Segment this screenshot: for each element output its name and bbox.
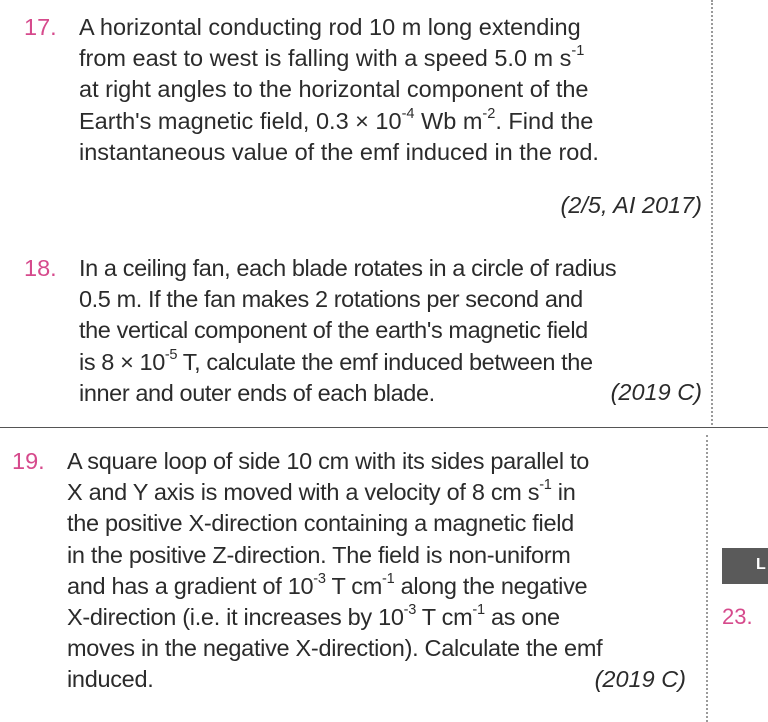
section-tab-letter: L xyxy=(756,556,766,573)
text-line: A square loop of side 10 cm with its sides parallel to xyxy=(67,448,589,474)
text-line: X-direction (i.e. it increases by $10^{-3}$ T $cm^{-1}$ as one xyxy=(67,602,560,631)
divider-line xyxy=(0,427,712,428)
column-rule xyxy=(706,435,708,722)
text-line: and has a gradient of $10^{-3}$ T $cm^{-1}$ along the negative xyxy=(67,570,588,599)
text-line: induced. xyxy=(67,666,154,693)
section-tab xyxy=(722,548,768,584)
column-rule xyxy=(711,0,713,425)
question-text xyxy=(79,253,616,409)
text-line: inner and outer ends of each blade. xyxy=(79,379,435,406)
text-line: the vertical component of the earth's magnetic field xyxy=(79,317,588,344)
question-number: 19. xyxy=(12,448,45,474)
text-line: moves in the negative X-direction). Calculate the emf xyxy=(67,635,603,662)
text-line: Earth's magnetic field, $0.3 \times 10^{-4}$ Wb $m^{-2}$. Find the xyxy=(79,105,594,134)
question-source: (2019 C) xyxy=(594,666,686,692)
question-text xyxy=(79,12,599,168)
text-line: is $8 \times 10^{-5}$ T, calculate the emf induced between the xyxy=(79,346,593,375)
text-line: from east to west is falling with a speed 5.0 m $s^{-1}$ xyxy=(79,43,585,72)
question-number: 18. xyxy=(24,255,57,281)
question-19 xyxy=(12,446,698,716)
question-17 xyxy=(24,12,704,232)
text-line: 0.5 m. If the fan makes 2 rotations per second and xyxy=(79,286,583,313)
question-source: (2/5, AI 2017) xyxy=(560,192,702,218)
text-line: X and Y axis is moved with a velocity of 8 cm $s^{-1}$ in xyxy=(67,477,576,506)
question-source: (2019 C) xyxy=(610,379,702,405)
divider-line xyxy=(712,427,768,428)
question-text xyxy=(67,446,602,696)
text-line: instantaneous value of the emf induced in the rod. xyxy=(79,138,599,165)
question-number: 17. xyxy=(24,14,57,40)
question-18 xyxy=(24,253,704,423)
next-question-number: 23. xyxy=(722,604,753,629)
text-line: in the positive Z-direction. The field is non-uniform xyxy=(67,541,571,568)
text-line: In a ceiling fan, each blade rotates in a circle of radius xyxy=(79,255,617,281)
text-line: the positive X-direction containing a magnetic field xyxy=(67,510,574,537)
text-line: A horizontal conducting rod 10 m long extending xyxy=(79,14,581,40)
text-line: at right angles to the horizontal component of the xyxy=(79,76,589,103)
